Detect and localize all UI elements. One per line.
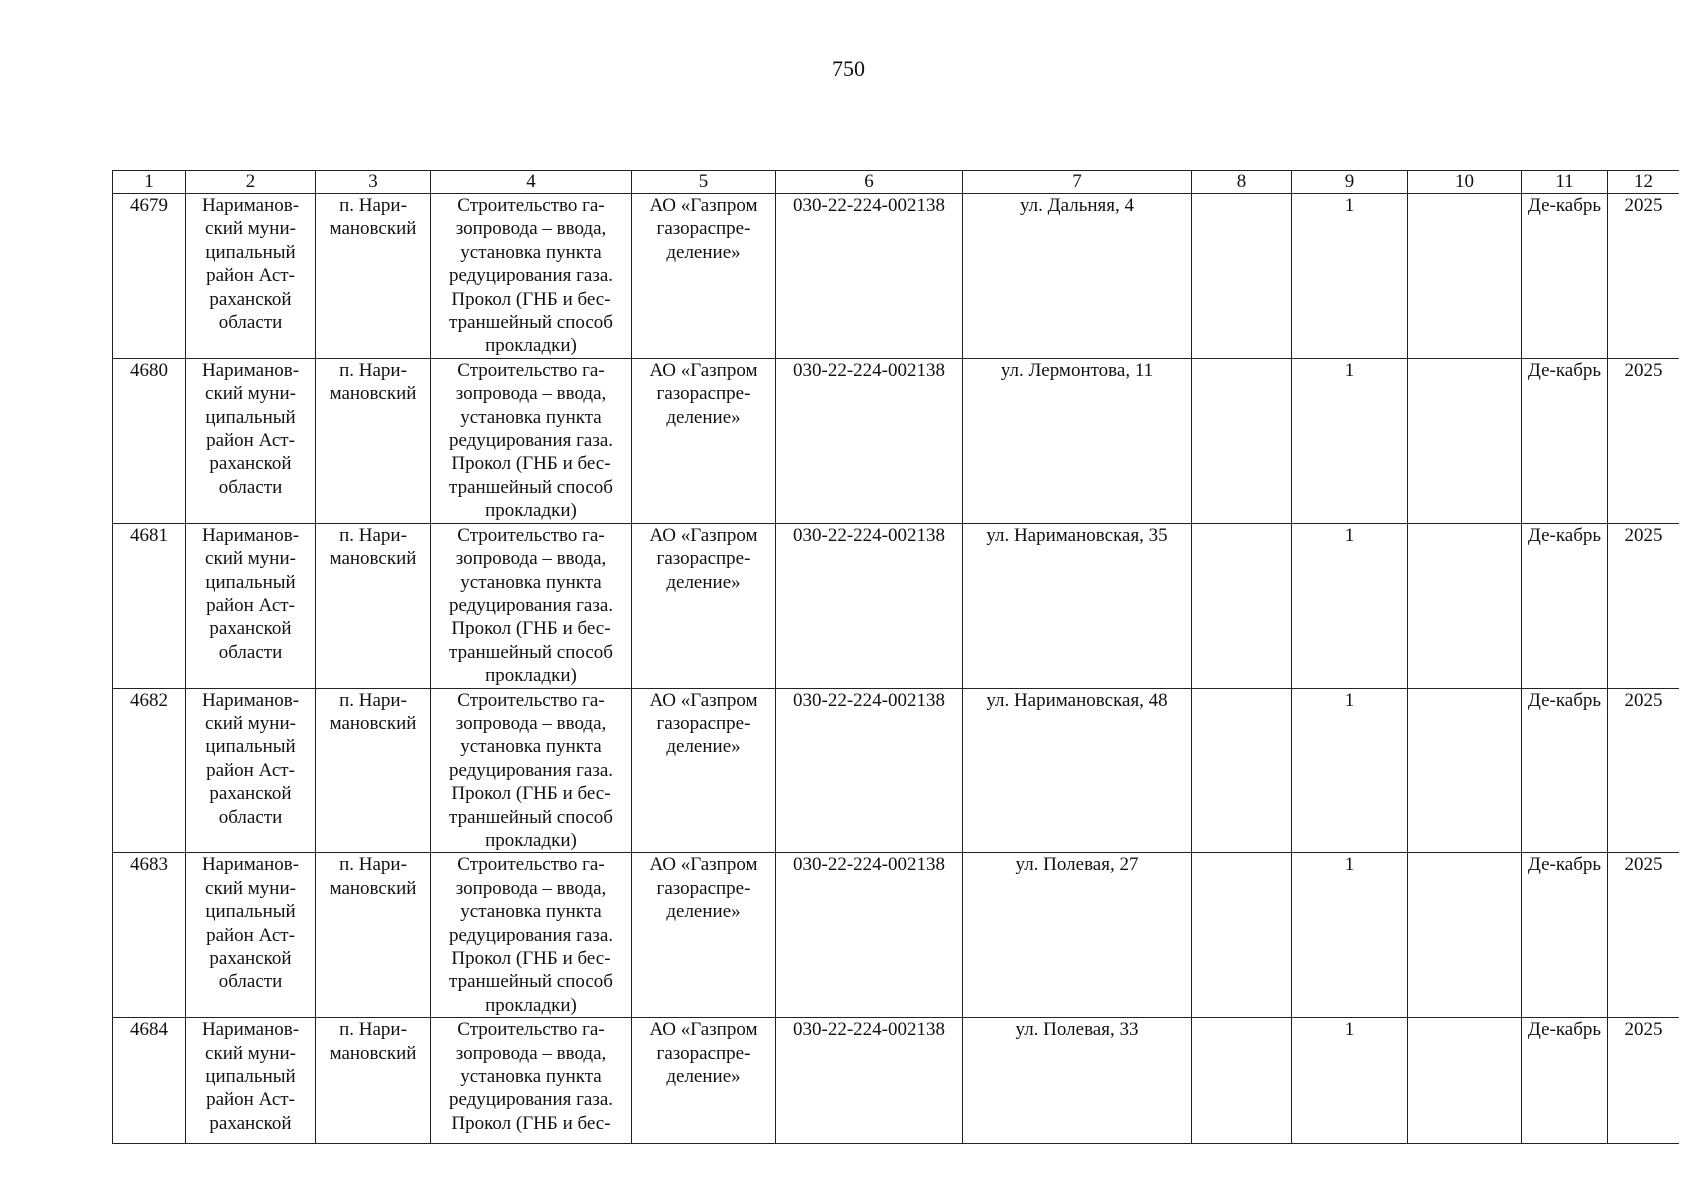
- district-cell: Нариманов-ский муни-ципальный район Аст-раханской области: [186, 358, 316, 523]
- quantity-cell: 1: [1292, 358, 1408, 523]
- district-cell: Нариманов-ский муни-ципальный район Аст-раханской области: [186, 194, 316, 359]
- address-cell: ул. Полевая, 27: [963, 853, 1192, 1018]
- empty-cell: [1408, 194, 1522, 359]
- column-header: 5: [632, 171, 776, 194]
- month-cell: Де-кабрь: [1522, 688, 1608, 853]
- organization-cell: АО «Газпром газораспре-деление»: [632, 358, 776, 523]
- code-cell: 030-22-224-002138: [776, 194, 963, 359]
- table-container: [112, 170, 1679, 1144]
- header-row: [113, 171, 1680, 194]
- data-table: [112, 170, 1679, 1144]
- row-number-cell: 4683: [113, 853, 186, 1018]
- column-header: 12: [1608, 171, 1680, 194]
- address-cell: ул. Наримановская, 48: [963, 688, 1192, 853]
- column-header: 7: [963, 171, 1192, 194]
- empty-cell: [1408, 1018, 1522, 1144]
- empty-cell: [1192, 688, 1292, 853]
- year-cell: 2025: [1608, 853, 1680, 1018]
- table-row: [113, 358, 1680, 523]
- year-cell: 2025: [1608, 358, 1680, 523]
- address-cell: ул. Лермонтова, 11: [963, 358, 1192, 523]
- year-cell: 2025: [1608, 688, 1680, 853]
- settlement-cell: п. Нари-мановский: [316, 194, 431, 359]
- month-cell: Де-кабрь: [1522, 853, 1608, 1018]
- month-cell: Де-кабрь: [1522, 358, 1608, 523]
- row-number-cell: 4682: [113, 688, 186, 853]
- quantity-cell: 1: [1292, 1018, 1408, 1144]
- column-header: 3: [316, 171, 431, 194]
- column-header: 11: [1522, 171, 1608, 194]
- empty-cell: [1408, 358, 1522, 523]
- column-header: 1: [113, 171, 186, 194]
- column-header: 10: [1408, 171, 1522, 194]
- quantity-cell: 1: [1292, 853, 1408, 1018]
- month-cell: Де-кабрь: [1522, 1018, 1608, 1144]
- works-description-cell: Строительство га-зопровода – ввода, установка пункта редуцирования газа. Прокол (ГНБ и бес-траншейный способ прокладки): [431, 358, 632, 523]
- row-number-cell: 4681: [113, 523, 186, 688]
- code-cell: 030-22-224-002138: [776, 1018, 963, 1144]
- address-cell: ул. Наримановская, 35: [963, 523, 1192, 688]
- quantity-cell: 1: [1292, 523, 1408, 688]
- works-description-cell: Строительство га-зопровода – ввода, установка пункта редуцирования газа. Прокол (ГНБ и бес-траншейный способ прокладки): [431, 853, 632, 1018]
- empty-cell: [1408, 523, 1522, 688]
- settlement-cell: п. Нари-мановский: [316, 688, 431, 853]
- empty-cell: [1192, 853, 1292, 1018]
- works-description-cell: Строительство га-зопровода – ввода, установка пункта редуцирования газа. Прокол (ГНБ и бес-: [431, 1018, 632, 1144]
- district-cell: Нариманов-ский муни-ципальный район Аст-раханской области: [186, 853, 316, 1018]
- empty-cell: [1192, 194, 1292, 359]
- organization-cell: АО «Газпром газораспре-деление»: [632, 194, 776, 359]
- district-cell: Нариманов-ский муни-ципальный район Аст-раханской области: [186, 523, 316, 688]
- code-cell: 030-22-224-002138: [776, 358, 963, 523]
- table-row: [113, 194, 1680, 359]
- row-number-cell: 4684: [113, 1018, 186, 1144]
- empty-cell: [1192, 523, 1292, 688]
- column-header: 2: [186, 171, 316, 194]
- settlement-cell: п. Нари-мановский: [316, 1018, 431, 1144]
- column-header: 6: [776, 171, 963, 194]
- address-cell: ул. Дальняя, 4: [963, 194, 1192, 359]
- month-cell: Де-кабрь: [1522, 194, 1608, 359]
- settlement-cell: п. Нари-мановский: [316, 358, 431, 523]
- organization-cell: АО «Газпром газораспре-деление»: [632, 523, 776, 688]
- table-row: [113, 1018, 1680, 1144]
- works-description-cell: Строительство га-зопровода – ввода, установка пункта редуцирования газа. Прокол (ГНБ и бес-траншейный способ прокладки): [431, 688, 632, 853]
- column-header: 8: [1192, 171, 1292, 194]
- month-cell: Де-кабрь: [1522, 523, 1608, 688]
- organization-cell: АО «Газпром газораспре-деление»: [632, 688, 776, 853]
- empty-cell: [1192, 1018, 1292, 1144]
- page-number: 750: [832, 56, 865, 81]
- settlement-cell: п. Нари-мановский: [316, 523, 431, 688]
- column-header: 4: [431, 171, 632, 194]
- column-header: 9: [1292, 171, 1408, 194]
- table-row: [113, 853, 1680, 1018]
- district-cell: Нариманов-ский муни-ципальный район Аст-раханской: [186, 1018, 316, 1144]
- row-number-cell: 4680: [113, 358, 186, 523]
- year-cell: 2025: [1608, 523, 1680, 688]
- empty-cell: [1408, 688, 1522, 853]
- organization-cell: АО «Газпром газораспре-деление»: [632, 1018, 776, 1144]
- empty-cell: [1192, 358, 1292, 523]
- quantity-cell: 1: [1292, 688, 1408, 853]
- table-row: [113, 523, 1680, 688]
- code-cell: 030-22-224-002138: [776, 523, 963, 688]
- works-description-cell: Строительство га-зопровода – ввода, установка пункта редуцирования газа. Прокол (ГНБ и бес-траншейный способ прокладки): [431, 523, 632, 688]
- table-row: [113, 688, 1680, 853]
- code-cell: 030-22-224-002138: [776, 853, 963, 1018]
- settlement-cell: п. Нари-мановский: [316, 853, 431, 1018]
- works-description-cell: Строительство га-зопровода – ввода, установка пункта редуцирования газа. Прокол (ГНБ и бес-траншейный способ прокладки): [431, 194, 632, 359]
- row-number-cell: 4679: [113, 194, 186, 359]
- empty-cell: [1408, 853, 1522, 1018]
- year-cell: 2025: [1608, 1018, 1680, 1144]
- quantity-cell: 1: [1292, 194, 1408, 359]
- organization-cell: АО «Газпром газораспре-деление»: [632, 853, 776, 1018]
- address-cell: ул. Полевая, 33: [963, 1018, 1192, 1144]
- year-cell: 2025: [1608, 194, 1680, 359]
- district-cell: Нариманов-ский муни-ципальный район Аст-раханской области: [186, 688, 316, 853]
- code-cell: 030-22-224-002138: [776, 688, 963, 853]
